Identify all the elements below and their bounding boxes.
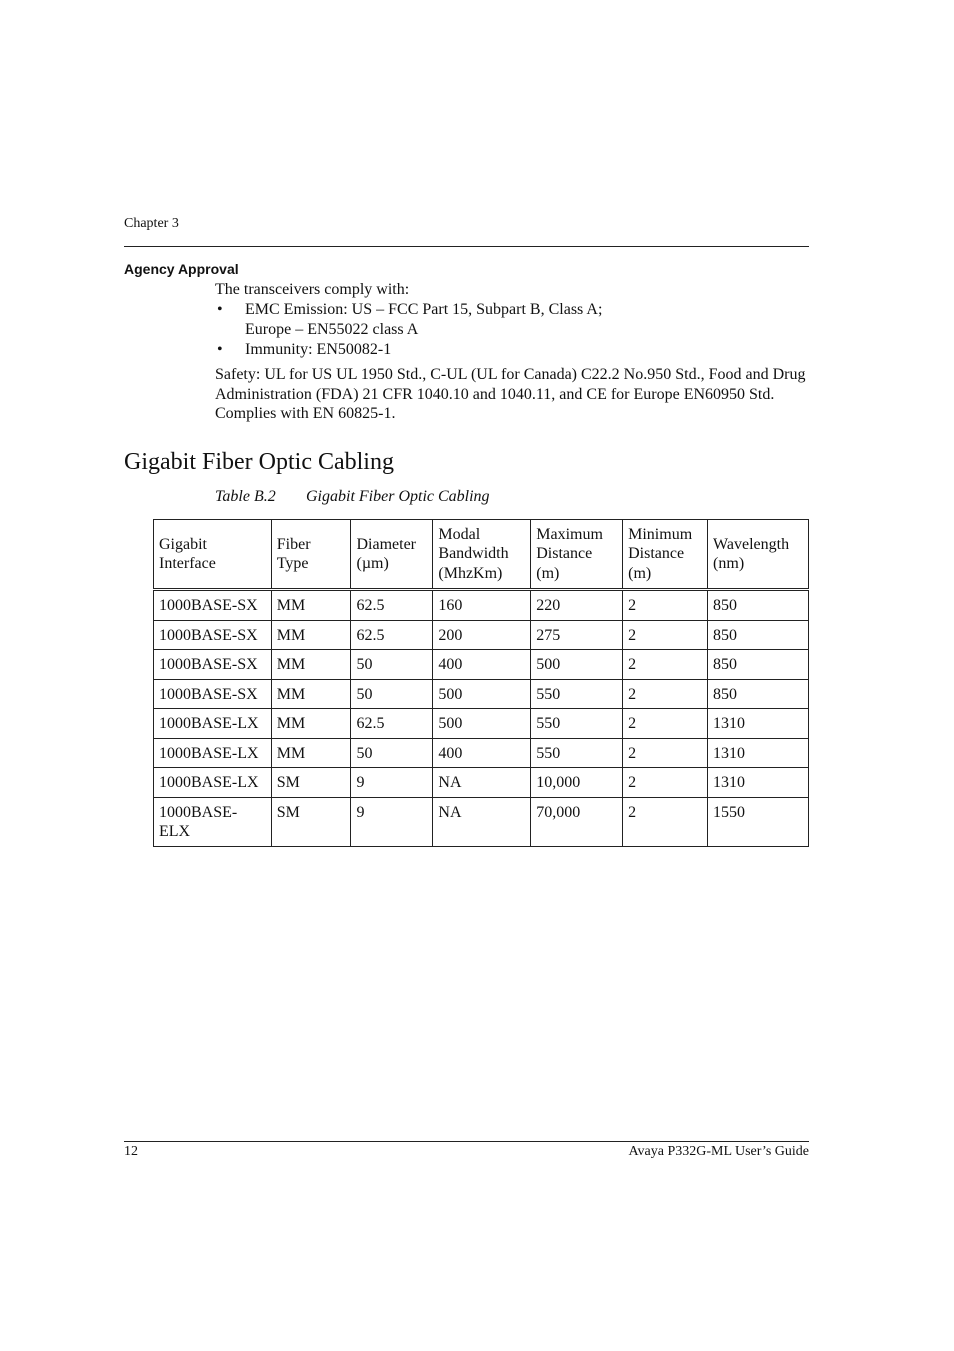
table-cell: 50 — [351, 650, 433, 680]
table-cell: MM — [271, 679, 351, 709]
page-number: 12 — [124, 1144, 138, 1159]
column-header — [271, 520, 351, 590]
table-row — [154, 590, 809, 621]
table-row — [154, 650, 809, 680]
table-cell: 2 — [623, 590, 708, 621]
bullet-line: Immunity: EN50082-1 — [245, 341, 392, 358]
list-item — [215, 340, 602, 360]
table-cell: 850 — [708, 679, 809, 709]
table-cell: 500 — [531, 650, 623, 680]
table-cell: 500 — [433, 709, 531, 739]
table-cell: 850 — [708, 650, 809, 680]
fiber-cabling-table — [153, 519, 809, 847]
column-header — [433, 520, 531, 590]
table-cell: 2 — [623, 650, 708, 680]
agency-approval-heading: Agency Approval — [124, 261, 239, 277]
table-cell: 62.5 — [351, 590, 433, 621]
table-caption — [215, 488, 490, 506]
footer-rule — [124, 1141, 809, 1142]
column-header-line: Distance — [536, 545, 593, 563]
bullet-icon: • — [217, 341, 223, 358]
table-cell: 850 — [708, 620, 809, 650]
table-cell: MM — [271, 709, 351, 739]
table-cell: 1000BASE-SX — [154, 620, 272, 650]
table-cell: SM — [271, 768, 351, 798]
table-cell: 550 — [531, 738, 623, 768]
column-header-line: (nm) — [713, 555, 745, 572]
table-cell: 2 — [623, 679, 708, 709]
table-cell: MM — [271, 620, 351, 650]
table-cell: NA — [433, 797, 531, 846]
column-header-line: (m) — [536, 564, 560, 582]
column-header-line: Diameter — [356, 535, 417, 553]
table-cell: 1310 — [708, 709, 809, 739]
table-cell: 1000BASE-LX — [154, 768, 272, 798]
compliance-bullet-list — [215, 300, 602, 361]
table-cell: NA — [433, 768, 531, 798]
table-cell: 1000BASE-LX — [154, 738, 272, 768]
table-cell: 1310 — [708, 738, 809, 768]
section-title: Gigabit Fiber Optic Cabling — [124, 449, 394, 475]
column-header — [351, 520, 433, 590]
table-cell: 50 — [351, 738, 433, 768]
table-row — [154, 709, 809, 739]
safety-paragraph: Safety: UL for US UL 1950 Std., C-UL (UL for Canada) C22.2 No.950 Std., Food and Drug Administration (FDA) 21 CFR 1040.10 and 1040.11, and CE for Europe EN60950 Std. Complies with EN 60825-1. — [215, 366, 806, 422]
column-header-line: Maximum — [536, 525, 603, 543]
column-header-line: Type — [276, 555, 309, 572]
table-cell: 1000BASE-LX — [154, 709, 272, 739]
table-cell: 1310 — [708, 768, 809, 798]
table-cell: MM — [271, 590, 351, 621]
table-cell: 1000BASE-SX — [154, 650, 272, 680]
column-header — [154, 520, 272, 590]
table-row — [154, 620, 809, 650]
table-cell: 1550 — [708, 797, 809, 846]
table-cell: 400 — [433, 738, 531, 768]
table-cell: 200 — [433, 620, 531, 650]
table-cell: MM — [271, 738, 351, 768]
table-caption-title: Gigabit Fiber Optic Cabling — [306, 488, 490, 505]
table-cell: 1000BASE-ELX — [154, 797, 272, 846]
column-header-line: Gigabit — [159, 535, 207, 553]
column-header-line: Wavelength — [713, 535, 790, 553]
guide-title: Avaya P332G-ML User’s Guide — [628, 1144, 809, 1159]
table-cell: 10,000 — [531, 768, 623, 798]
table-cell: 9 — [351, 797, 433, 846]
bullet-line: Europe – EN55022 class A — [245, 320, 419, 338]
table-cell: 62.5 — [351, 620, 433, 650]
table-cell: 850 — [708, 590, 809, 621]
table-row — [154, 797, 809, 846]
column-header-line: (µm) — [356, 555, 389, 572]
table-cell: 160 — [433, 590, 531, 621]
running-header-chapter: Chapter 3 — [124, 216, 179, 231]
column-header — [708, 520, 809, 590]
column-header — [623, 520, 708, 590]
agency-intro-text: The transceivers comply with: — [215, 281, 410, 298]
table-cell: 275 — [531, 620, 623, 650]
table-cell: 50 — [351, 679, 433, 709]
table-cell: 550 — [531, 709, 623, 739]
table-header-row — [154, 520, 809, 590]
table-cell: 2 — [623, 709, 708, 739]
column-header-line: Interface — [159, 555, 216, 572]
table-cell: 400 — [433, 650, 531, 680]
column-header-line: Minimum — [628, 525, 693, 543]
column-header-line: Fiber — [276, 535, 311, 553]
table-cell: 2 — [623, 738, 708, 768]
table-cell: 62.5 — [351, 709, 433, 739]
list-item — [215, 300, 602, 339]
table-row — [154, 738, 809, 768]
column-header-line: Distance — [628, 545, 685, 563]
table-row — [154, 679, 809, 709]
table-cell: 1000BASE-SX — [154, 590, 272, 621]
table-cell: 9 — [351, 768, 433, 798]
table-cell: 2 — [623, 797, 708, 846]
table-cell: 550 — [531, 679, 623, 709]
table-cell: 1000BASE-SX — [154, 679, 272, 709]
column-header-line: (m) — [628, 564, 652, 582]
column-header — [531, 520, 623, 590]
table-cell: SM — [271, 797, 351, 846]
table-cell: MM — [271, 650, 351, 680]
table-cell: 2 — [623, 768, 708, 798]
column-header-line: Modal — [438, 525, 481, 543]
column-header-line: Bandwidth — [438, 545, 509, 563]
table-caption-label: Table B.2 — [215, 488, 276, 505]
table-cell: 500 — [433, 679, 531, 709]
bullet-icon: • — [217, 301, 223, 318]
table-cell: 2 — [623, 620, 708, 650]
table-cell: 220 — [531, 590, 623, 621]
bullet-line: EMC Emission: US – FCC Part 15, Subpart B, Class A; — [245, 301, 603, 318]
table-cell: 70,000 — [531, 797, 623, 846]
table-row — [154, 768, 809, 798]
column-header-line: (MhzKm) — [438, 564, 503, 582]
header-rule — [124, 246, 809, 247]
